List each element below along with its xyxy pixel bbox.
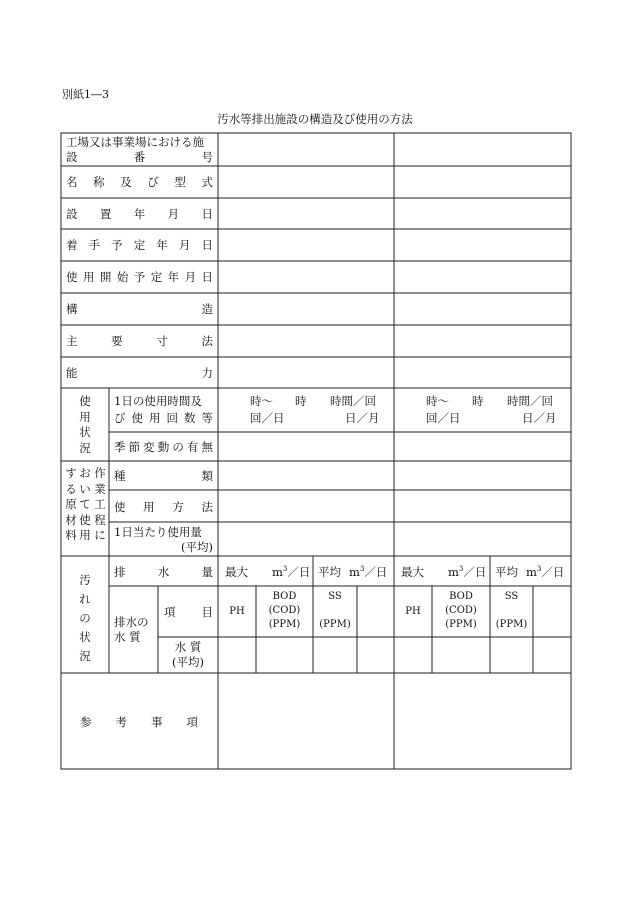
bod-label-2: BOD (COD) (PPM) [445, 591, 477, 630]
avg-unit: $m^3/$日 [349, 565, 388, 579]
install-date-label: 設 置 年 月 日 [66, 207, 213, 221]
water-quality-group-label-2: 水 質 [114, 630, 141, 644]
materials-header-col1: す る 原 材 料 [65, 466, 77, 542]
usage-times-per-day: 回／日 [250, 411, 285, 425]
usage-header: 使 用 状 況 [79, 394, 91, 455]
factory-number-label-2: 設 番 号 [66, 150, 213, 164]
usage-time-from: 時〜 [250, 394, 273, 408]
materials-header-col2: お い て 使 用 [79, 466, 91, 542]
max-label-2: 最大 [401, 565, 424, 579]
material-daily-label: 1日当たり使用量 [114, 525, 202, 539]
water-quality-label: 水 質 [174, 640, 202, 654]
ph-label: PH [229, 606, 245, 617]
usage-time-from-2: 時〜 [426, 394, 449, 408]
usage-days-per-month: 日／月 [345, 411, 380, 425]
notes-label: 参 考 事 項 [80, 715, 198, 729]
usage-hours-per-time-2: 時間／回 [507, 394, 553, 408]
document-reference: 別紙1―3 [62, 88, 109, 101]
usage-time-to-2: 時 [472, 394, 484, 408]
drain-volume-label: 排 水 量 [114, 565, 213, 579]
max-unit: $m^3/$日 [272, 565, 311, 579]
item-label: 項 目 [164, 605, 213, 619]
structure-label: 構 造 [66, 302, 213, 316]
usage-hours-per-time: 時間／回 [330, 394, 376, 408]
max-unit-2: $m^3/$日 [448, 565, 487, 579]
ss-label: SS (PPM) [319, 591, 351, 630]
document-title: 汚水等排出施設の構造及び使用の方法 [217, 112, 413, 126]
capacity-label: 能 力 [66, 366, 213, 380]
ph-label-2: PH [405, 606, 421, 617]
usage-hours-label: 1日の使用時間及 [114, 394, 202, 408]
material-kind-label: 種 類 [114, 469, 213, 483]
construction-start-label: 着 手 予 定 年 月 日 [66, 238, 213, 252]
dimension-label: 主 要 寸 法 [66, 334, 213, 348]
ss-label-2: SS (PPM) [495, 591, 528, 630]
bod-label: BOD (COD) (PPM) [268, 591, 301, 630]
avg-label: 平均 [318, 565, 341, 579]
water-quality-group-label: 排水の [114, 615, 149, 629]
pollution-header: 汚 れ の 状 況 [79, 573, 91, 663]
factory-number-label: 工場又は事業場における施 [66, 135, 204, 149]
usage-times-per-day-2: 回／日 [426, 411, 461, 425]
use-start-label: 使 用 開 始 予 定 年 月 日 [66, 270, 213, 284]
usage-hours-label-2: び 使 用 回 数 等 [114, 411, 213, 425]
max-label: 最大 [225, 565, 248, 579]
materials-header-col3: 作 業 工 程 に [94, 466, 106, 542]
material-daily-avg: (平均) [181, 540, 213, 554]
avg-label-2: 平均 [495, 565, 518, 579]
seasonal-variation-label: 季 節 変 動 の 有 無 [114, 440, 213, 454]
usage-days-per-month-2: 日／月 [522, 411, 557, 425]
water-quality-avg: (平均) [172, 655, 204, 669]
avg-unit-2: $m^3/$日 [526, 565, 565, 579]
usage-time-to: 時 [295, 394, 307, 408]
name-model-label: 名 称 及 び 型 式 [66, 175, 213, 189]
material-method-label: 使 用 方 法 [114, 500, 213, 514]
